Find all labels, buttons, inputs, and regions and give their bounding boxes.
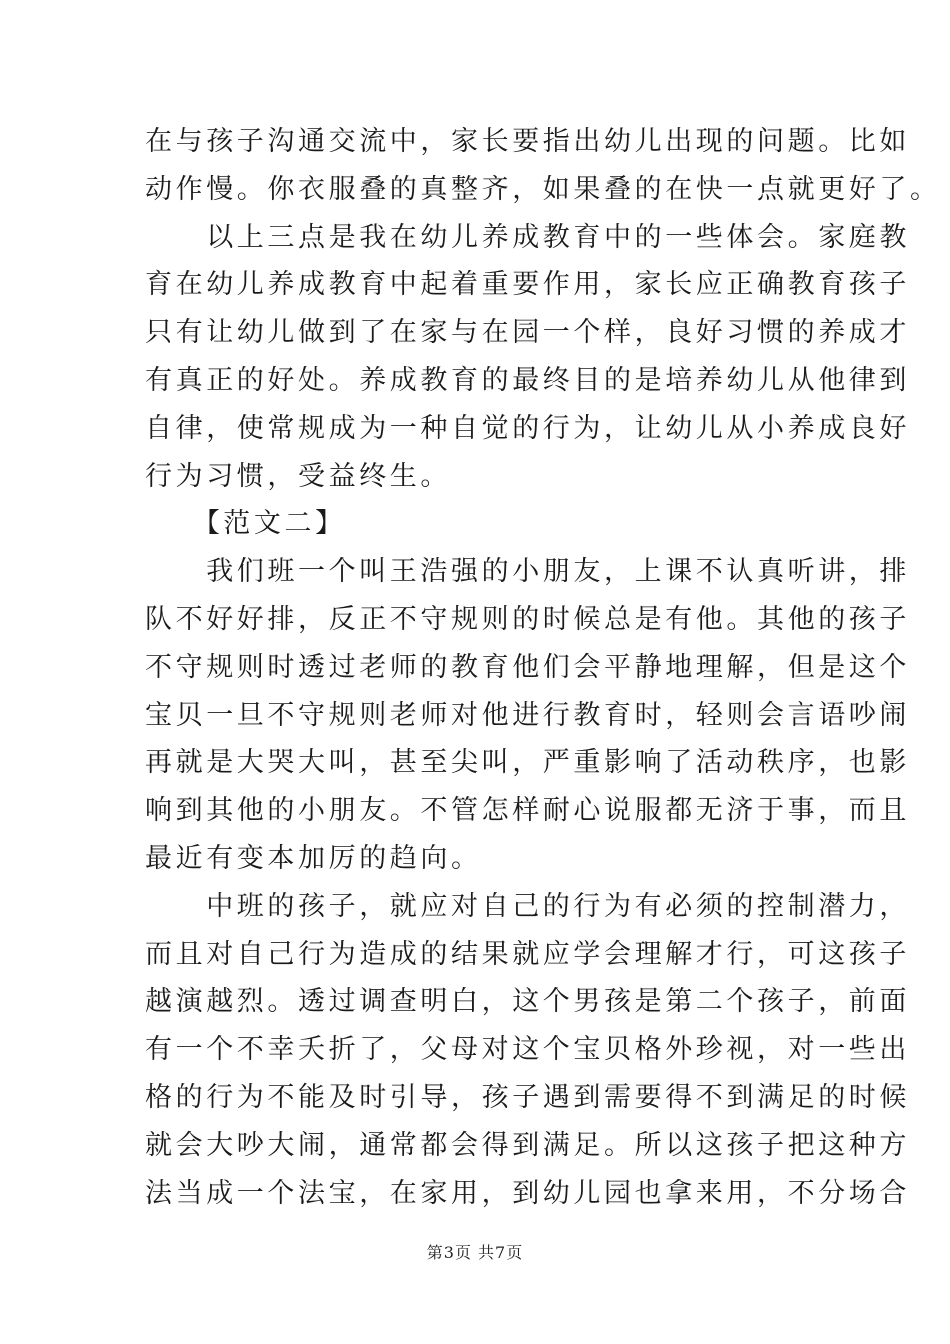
- text-line: 在与孩子沟通交流中，家长要指出幼儿出现的问题。比如: [145, 126, 910, 157]
- text-line: 再就是大哭大叫，甚至尖叫，严重影响了活动秩序，也影: [145, 747, 910, 779]
- text-line: 而且对自己行为造成的结果就应学会理解才行，可这孩子: [145, 938, 910, 970]
- text-line: 法当成一个法宝，在家用，到幼儿园也拿来用，不分场合: [145, 1177, 910, 1209]
- page-number-footer: 第3页 共7页: [426, 1243, 524, 1262]
- text-line: 有真正的好处。养成教育的最终目的是培养幼儿从他律到: [145, 364, 910, 396]
- text-line: 就会大吵大闹，通常都会得到满足。所以这孩子把这种方: [145, 1129, 910, 1161]
- document-body: [145, 118, 941, 1217]
- text-line: 宝贝一旦不守规则老师对他进行教育时，轻则会言语吵闹: [145, 699, 910, 731]
- text-line: 队不好好排，反正不守规则的时候总是有他。其他的孩子: [145, 603, 910, 635]
- text-line: 育在幼儿养成教育中起着重要作用，家长应正确教育孩子: [145, 269, 910, 301]
- text-line: 有一个不幸夭折了，父母对这个宝贝格外珍视，对一些出: [145, 1034, 910, 1066]
- text-line: 不守规则时透过老师的教育他们会平静地理解，但是这个: [145, 651, 910, 683]
- text-line: 最近有变本加厉的趋向。: [145, 842, 482, 874]
- text-line: 自律，使常规成为一种自觉的行为，让幼儿从小养成良好: [145, 412, 910, 444]
- section-heading: 【范文二】: [145, 508, 346, 540]
- text-line: 行为习惯，受益终生。: [145, 460, 451, 492]
- text-line: 中班的孩子，就应对自己的行为有必须的控制潜力，: [145, 890, 910, 922]
- text-line: 动作慢。你衣服叠的真整齐，如果叠的在快一点就更好了。: [145, 173, 941, 205]
- text-line: 我们班一个叫王浩强的小朋友，上课不认真听讲，排: [145, 556, 910, 588]
- text-line: 越演越烈。透过调查明白，这个男孩是第二个孩子，前面: [145, 986, 910, 1018]
- text-line: 以上三点是我在幼儿养成教育中的一些体会。家庭教: [145, 221, 910, 253]
- text-line: 格的行为不能及时引导，孩子遇到需要得不到满足的时候: [145, 1081, 910, 1113]
- text-line: 只有让幼儿做到了在家与在园一个样，良好习惯的养成才: [145, 317, 910, 349]
- text-line: 响到其他的小朋友。不管怎样耐心说服都无济于事，而且: [145, 795, 910, 827]
